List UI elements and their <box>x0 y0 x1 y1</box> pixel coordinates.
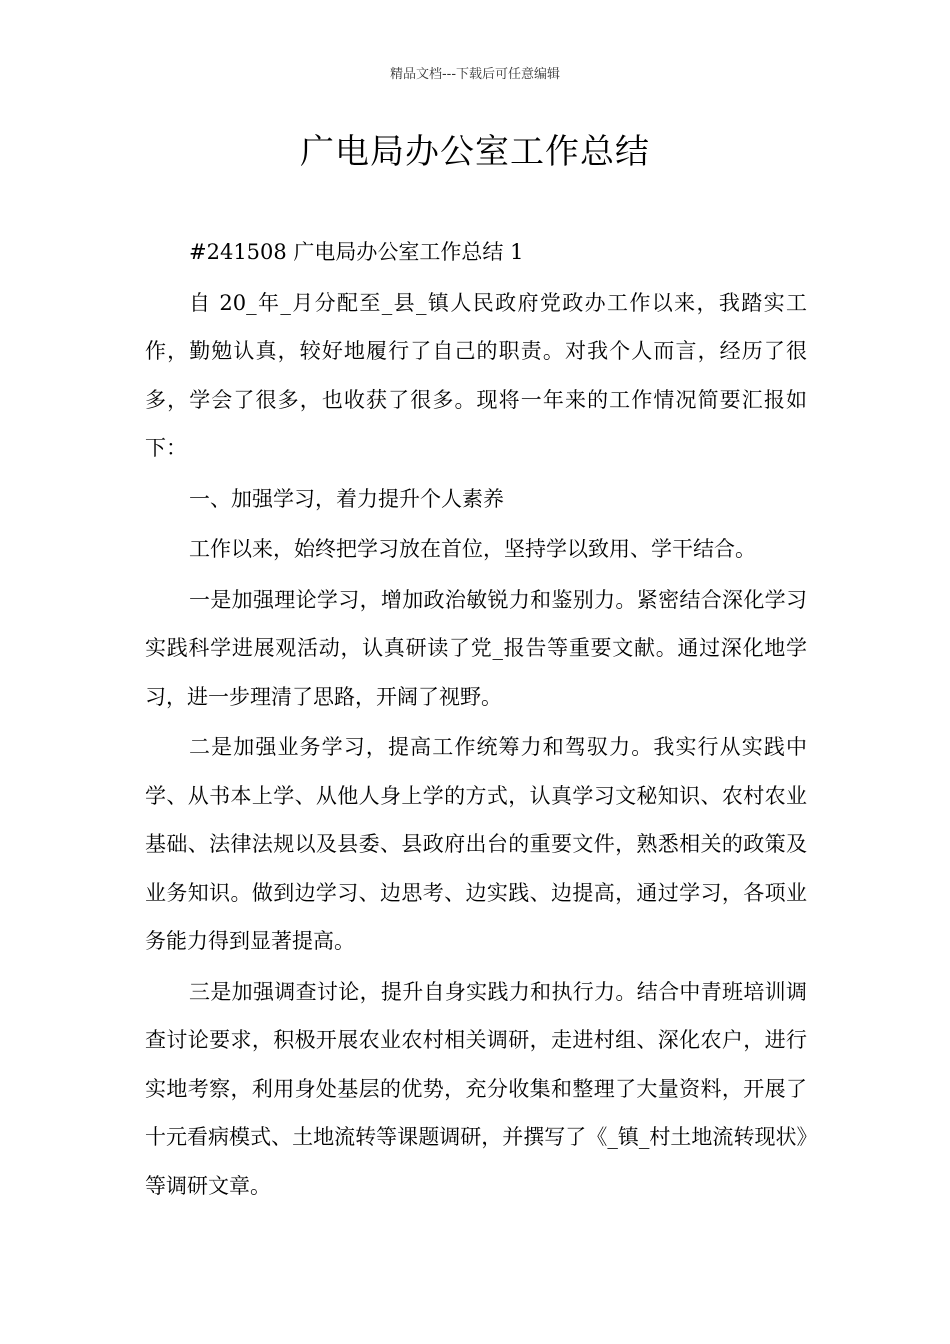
paragraph: 二是加强业务学习，提高工作统筹力和驾驭力。我实行从实践中学、从书本上学、从他人身上学的方式，认真学习文秘知识、农村农业基础、法律法规以及县委、县政府出台的重要文件，熟悉相关的政策及业务知识。做到边学习、边思考、边实践、边提高，通过学习，各项业务能力得到显著提高。 <box>145 735 807 953</box>
paragraph: 一是加强理论学习，增加政治敏锐力和鉴别力。紧密结合深化学习实践科学进展观活动，认真研读了党_报告等重要文献。通过深化地学习，进一步理清了思路，开阔了视野。 <box>145 587 807 709</box>
document-title: 广电局办公室工作总结 <box>300 132 650 172</box>
paragraph-intro: 自 20_年_月分配至_县_镇人民政府党政办工作以来，我踏实工作，勤勉认真，较好地履行了自己的职责。对我个人而言，经历了很多，学会了很多，也收获了很多。现将一年来的工作情况简要汇报如下： <box>145 290 807 460</box>
paragraph-subtitle: #241508 广电局办公室工作总结 1 <box>189 240 524 264</box>
section-heading: 一、加强学习，着力提升个人素养 <box>189 486 504 511</box>
paragraph: 三是加强调查讨论，提升自身实践力和执行力。结合中青班培训调查讨论要求，积极开展农业农村相关调研，走进村组、深化农户，进行实地考察，利用身处基层的优势，充分收集和整理了大量资料，开展了十元看病模式、土地流转等课题调研，并撰写了《_镇_村土地流转现状》等调研文章。 <box>145 979 807 1198</box>
header-note: 精品文档---下载后可任意编辑 <box>389 67 561 82</box>
paragraph: 工作以来，始终把学习放在首位，坚持学以致用、学干结合。 <box>189 537 756 561</box>
document-body <box>145 228 807 1212</box>
